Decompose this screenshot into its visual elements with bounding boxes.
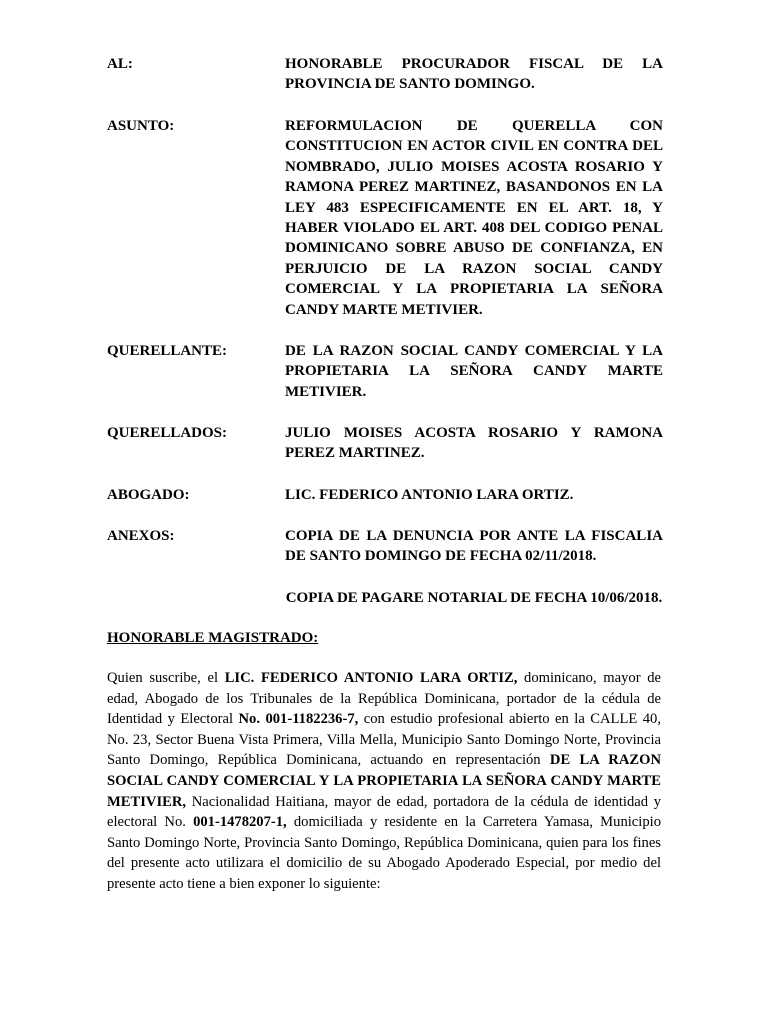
field-value: DE LA RAZON SOCIAL CANDY COMERCIAL Y LA PROPIETARIA LA SEÑORA CANDY MARTE METIVIER.: [285, 343, 663, 400]
body-text-4: Nacionalidad Haitiana, mayor de edad, portadora de la cédula de identidad y electoral No.: [107, 793, 661, 831]
field-querellante: [107, 341, 663, 402]
body-bold-1: LIC. FEDERICO ANTONIO LARA ORTIZ,: [224, 670, 518, 686]
field-al: [107, 54, 663, 95]
body-text-5: domiciliada y residente en la Carretera Yamasa, Municipio Santo Domingo Norte, Provincia Santo Domingo, República Dominicana, quien para los fines del presente acto utilizara el domicilio de su Abogado Apoderado Especial, por medio del presente acto tiene a bien exponer lo siguiente:: [107, 814, 661, 892]
field-label: QUERELLANTE:: [107, 343, 228, 359]
field-asunto: [107, 116, 663, 320]
field-label: ASUNTO:: [107, 118, 175, 134]
field-anexos: [107, 526, 663, 567]
body-bold-4: 001-1478207-1,: [193, 814, 287, 831]
field-label: ANEXOS:: [107, 528, 175, 544]
field-abogado: [107, 485, 663, 505]
field-label: ABOGADO:: [107, 487, 190, 503]
body-text-1: Quien suscribe, el: [107, 670, 225, 686]
body-bold-2: No. 001-1182236-7,: [238, 711, 359, 728]
field-anexos-2: [107, 588, 663, 608]
field-label: [107, 588, 285, 608]
field-value: REFORMULACION DE QUERELLA CON CONSTITUCION EN ACTOR CIVIL EN CONTRA DEL NOMBRADO, JULIO MOISES ACOSTA ROSARIO Y RAMONA PEREZ MARTINEZ, BASANDONOS EN LA LEY 483 ESPECIFICAMENTE EN EL ART. 18, Y HABER VIOLADO EL ART. 408 DEL CODIGO PENAL DOMINICANO SOBRE ABUSO DE CONFIANZA, EN PERJUICIO DE LA RAZON SOCIAL CANDY COMERCIAL Y LA PROPIETARIA LA SEÑORA CANDY MARTE METIVIER.: [285, 118, 663, 318]
body-text-2: dominicano, mayor de edad, Abogado de los Tribunales de la República Dominicana, portador de la cédula de Identidad y Electoral: [107, 670, 662, 728]
field-value: COPIA DE PAGARE NOTARIAL DE FECHA 10/06/2018.: [285, 590, 663, 606]
field-value: LIC. FEDERICO ANTONIO LARA ORTIZ.: [285, 487, 574, 503]
field-querellados: [107, 423, 663, 464]
field-value: COPIA DE LA DENUNCIA POR ANTE LA FISCALIA DE SANTO DOMINGO DE FECHA 02/11/2018.: [285, 528, 663, 565]
salutation-heading: HONORABLE MAGISTRADO:: [107, 630, 319, 646]
field-value: JULIO MOISES ACOSTA ROSARIO Y RAMONA PEREZ MARTINEZ.: [285, 425, 663, 462]
field-label: AL:: [107, 56, 133, 72]
body-bold-3: DE LA RAZON SOCIAL CANDY COMERCIAL Y LA PROPIETARIA LA SEÑORA CANDY MARTE METIVIER,: [107, 752, 661, 810]
body-text-3: con estudio profesional abierto en la CALLE 40, No. 23, Sector Buena Vista Primera, Villa Mella, Municipio Santo Domingo Norte, Provincia Santo Domingo, República Dominicana, actuando en representación: [107, 711, 661, 769]
field-label: QUERELLADOS:: [107, 425, 228, 441]
field-value: HONORABLE PROCURADOR FISCAL DE LA PROVINCIA DE SANTO DOMINGO.: [285, 56, 663, 93]
body-paragraph: [107, 668, 661, 895]
